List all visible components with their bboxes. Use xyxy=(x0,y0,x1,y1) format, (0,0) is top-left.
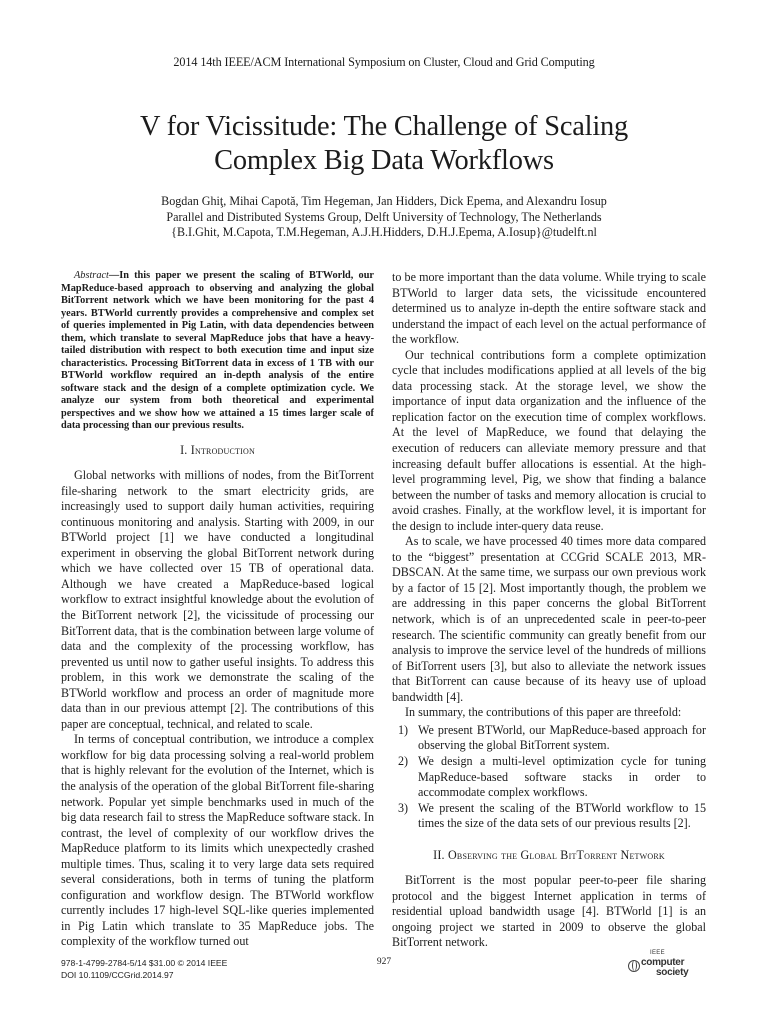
right-paragraph-3: As to scale, we have processed 40 times more data compared to the “biggest” presentation at CCGrid SCALE 2013, MR-DBSCAN. At the same time, we surpass our own previous work by a factor of 15 [2]. Most importantly though, the problem we are addressing in this paper concerns the global BitTorrent network, which is of an unprecedented scale in peer-to-peer research. The scientific community can greatly benefit from our analysis to improve the service level of the hundreds of millions of BitTorrent users [3], but also to alleviate the network issues that BitTorrent can cause because of its heavy use of upload bandwidth [4]. xyxy=(392,534,706,704)
section2-paragraph-1: BitTorrent is the most popular peer-to-peer file sharing protocol and the biggest Internet application in terms of residential upload bandwidth usage [4]. BTWorld [1] is an ongoing project we started in 2009 to observe the global BitTorrent network. xyxy=(392,873,706,950)
left-column xyxy=(61,270,374,950)
list-item-number: 1) xyxy=(398,722,409,737)
title-line-2: Complex Big Data Workflows xyxy=(214,145,554,176)
globe-icon xyxy=(628,960,640,972)
title-line-1: V for Vicissitude: The Challenge of Scaling xyxy=(139,111,629,142)
paper-title xyxy=(0,110,768,178)
page-number: 927 xyxy=(376,957,392,967)
right-paragraph-4: In summary, the contributions of this paper are threefold: xyxy=(405,705,682,720)
footer-isbn: 978-1-4799-2784-5/14 $31.00 © 2014 IEEE xyxy=(61,958,228,968)
section-heading-observing: II. Observing the Global BitTorrent Network xyxy=(433,847,665,862)
abstract xyxy=(61,270,374,433)
logo-society-text: society xyxy=(656,967,689,978)
author-affiliation: Parallel and Distributed Systems Group, Delft University of Technology, The Netherlands xyxy=(166,209,602,224)
right-paragraph-2: Our technical contributions form a complete optimization cycle that includes modifications applied at all levels of the big data processing stack. At the storage level, we show the importance of input data organization and the influence of the replication factor on the execution time of complex workflows. At the level of MapReduce, we found that delaying the execution of reducers can alleviate memory pressure and that increasing default buffer allocations is essential. At the high-level programming level, Pig, we show that finding a balance between the number of tasks and memory allocation is crucial to avoid crashes. Finally, at the workflow level, it is important for the design to include inter-query data reuse. xyxy=(392,347,706,533)
conference-header: 2014 14th IEEE/ACM International Symposium on Cluster, Cloud and Grid Computing xyxy=(173,55,595,69)
logo-ieee-text: IEEE xyxy=(650,950,665,956)
author-emails: {B.I.Ghit, M.Capota, T.M.Hegeman, A.J.H.Hidders, D.H.J.Epema, A.Iosup}@tudelft.nl xyxy=(171,225,597,240)
list-item-text: We present BTWorld, our MapReduce-based approach for observing the global BitTorrent system. xyxy=(418,722,706,753)
list-item-number: 2) xyxy=(398,753,409,768)
ieee-computer-society-logo xyxy=(626,950,708,980)
abstract-label: Abstract xyxy=(74,270,109,281)
list-item-text: We present the scaling of the BTWorld workflow to 15 times the size of the data sets of our previous results [2]. xyxy=(418,800,706,831)
list-item xyxy=(392,801,706,832)
author-block xyxy=(0,194,768,241)
logo-computer-text: computer xyxy=(641,957,685,968)
author-names: Bogdan Ghiţ, Mihai Capotă, Tim Hegeman, Jan Hidders, Dick Epema, and Alexandru Iosup xyxy=(161,194,607,208)
section-heading-introduction: I. Introduction xyxy=(180,442,255,457)
abstract-text: —In this paper we present the scaling of BTWorld, our MapReduce-based approach to observing and analyzing the global BitTorrent network which we have been monitoring for the past 4 years. BTWorld currently provides a comprehensive and complex set of queries implemented in Pig Latin, with data dependencies between them, which translate to several MapReduce jobs that have a heavy-tailed distribution with respect to both execution time and input size characteristics. Processing BitTorrent data in excess of 1 TB with our BTWorld workflow required an in-depth analysis of the entire software stack and the design of a complete optimization cycle. We analyze our system from both theoretical and experimental perspectives and we show how we attained a 15 times larger scale of data processing than our previous results. xyxy=(61,270,374,431)
right-paragraph-1: to be more important than the data volume. While trying to scale BTWorld to larger data sets, the vicissitude encountered determined us to analyze in-depth the entire software stack and understand the impact of each level on the actual performance of the workflow. xyxy=(392,270,706,347)
list-item xyxy=(392,723,706,754)
contributions-list xyxy=(392,723,706,832)
list-item xyxy=(392,754,706,801)
list-item-text: We design a multi-level optimization cycle for tuning MapReduce-based software stacks in order to accommodate complex workflows. xyxy=(418,753,706,800)
right-column xyxy=(392,270,706,951)
footer-doi: DOI 10.1109/CCGrid.2014.97 xyxy=(61,970,174,980)
list-item-number: 3) xyxy=(398,800,409,815)
intro-paragraph-1: Global networks with millions of nodes, from the BitTorrent file-sharing network to the smart electricity grids, are increasingly used to support daily human activities, requiring continuous monitoring and analysis. Starting with 2009, in our BTWorld project [1] we have conducted a longitudinal experiment in observing the global BitTorrent network during which we have collected over 15 TB of operational data. Although we have created a MapReduce-based logical workflow to extract insightful knowledge about the evolution of the BitTorrent network [2], the vicissitude of processing our BitTorrent data, that is the combination between large volume of data and the complexity of the processing workflow, has prevented us until now to gather useful insights. To address this problem, in this work we demonstrate the scaling of the BTWorld workflow and process an order of magnitude more data than in our previous attempt [2]. The contributions of this paper are conceptual, technical, and related to scale. xyxy=(61,468,374,731)
intro-paragraph-2: In terms of conceptual contribution, we introduce a complex workflow for big data processing solving a real-world problem that is highly relevant for the evolution of the Internet, which is the analysis of the operation of the global BitTorrent file-sharing network. Popular yet simple benchmarks used in much of the big data research fail to stress the MapReduce software stack. In contrast, the level of complexity of our workflow drives the MapReduce platform to its limits which unexpectedly crashed multiple times. Thus, scaling it to very large data sets required several considerations, both in terms of tuning the platform configuration and workflow design. The BTWorld workflow currently includes 17 high-level SQL-like queries implemented in Pig Latin which translate to 35 MapReduce jobs. The complexity of the workflow turned out xyxy=(61,732,374,949)
